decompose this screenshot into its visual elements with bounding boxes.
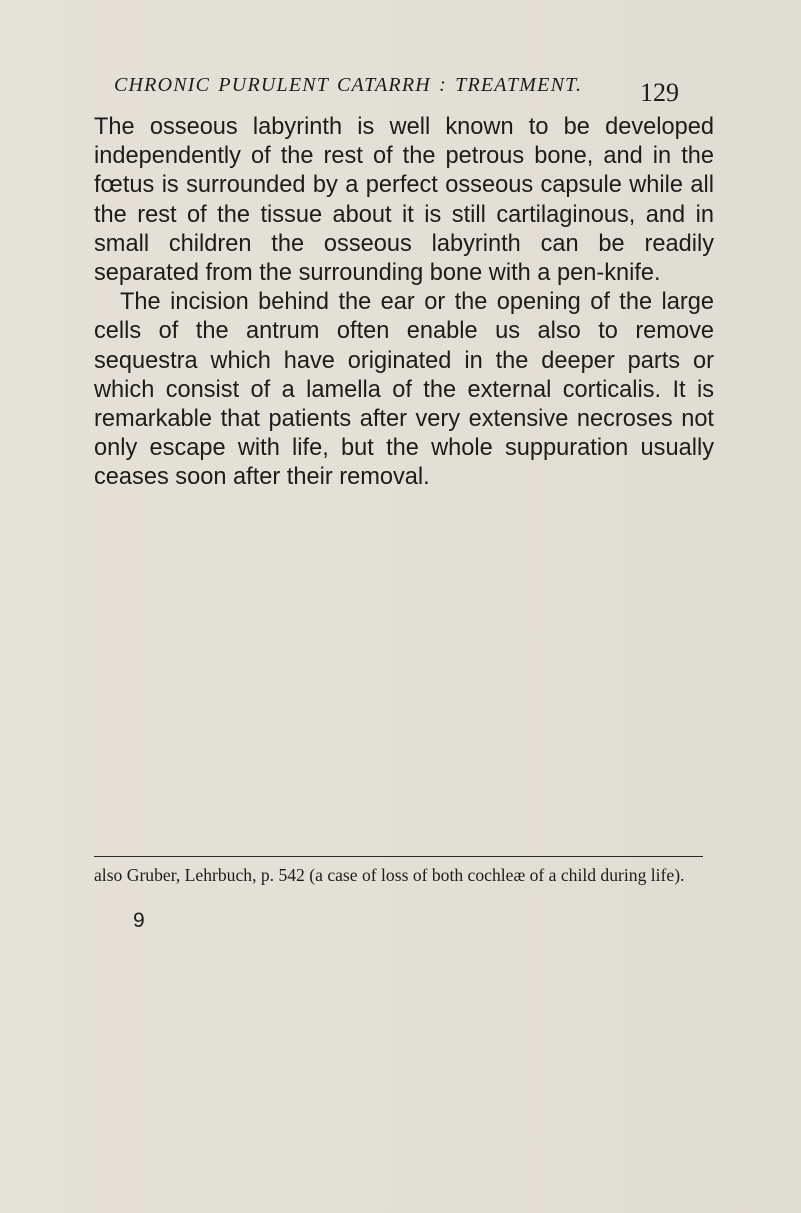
footnote-rule <box>94 856 703 857</box>
signature-mark: 9 <box>133 909 145 932</box>
running-head: CHRONIC PURULENT CATARRH : TREATMENT. <box>114 74 583 96</box>
page-number: 129 <box>640 78 679 107</box>
paragraph-2: The incision behind the ear or the opening of the large cells of the antrum often enable us also to remove sequestra which have originated in the deeper parts or which consist of a lamella of the external corticalis. It is remarkable that patients after very extensive necroses not only escape with life, but the whole suppuration usually ceases soon after their removal. <box>94 289 714 491</box>
footnote: also Gruber, Lehrbuch, p. 542 (a case of loss of both cochleæ of a child during life). <box>94 865 685 885</box>
body-text <box>94 113 714 493</box>
paragraph-1: The osseous labyrinth is well known to be developed independently of the rest of the petrous bone, and in the fœtus is surrounded by a perfect osseous capsule while all the rest of the tissue about it is still cartilaginous, and in small children the osseous labyrinth can be readily separated from the surrounding bone with a pen-knife. <box>94 114 714 287</box>
